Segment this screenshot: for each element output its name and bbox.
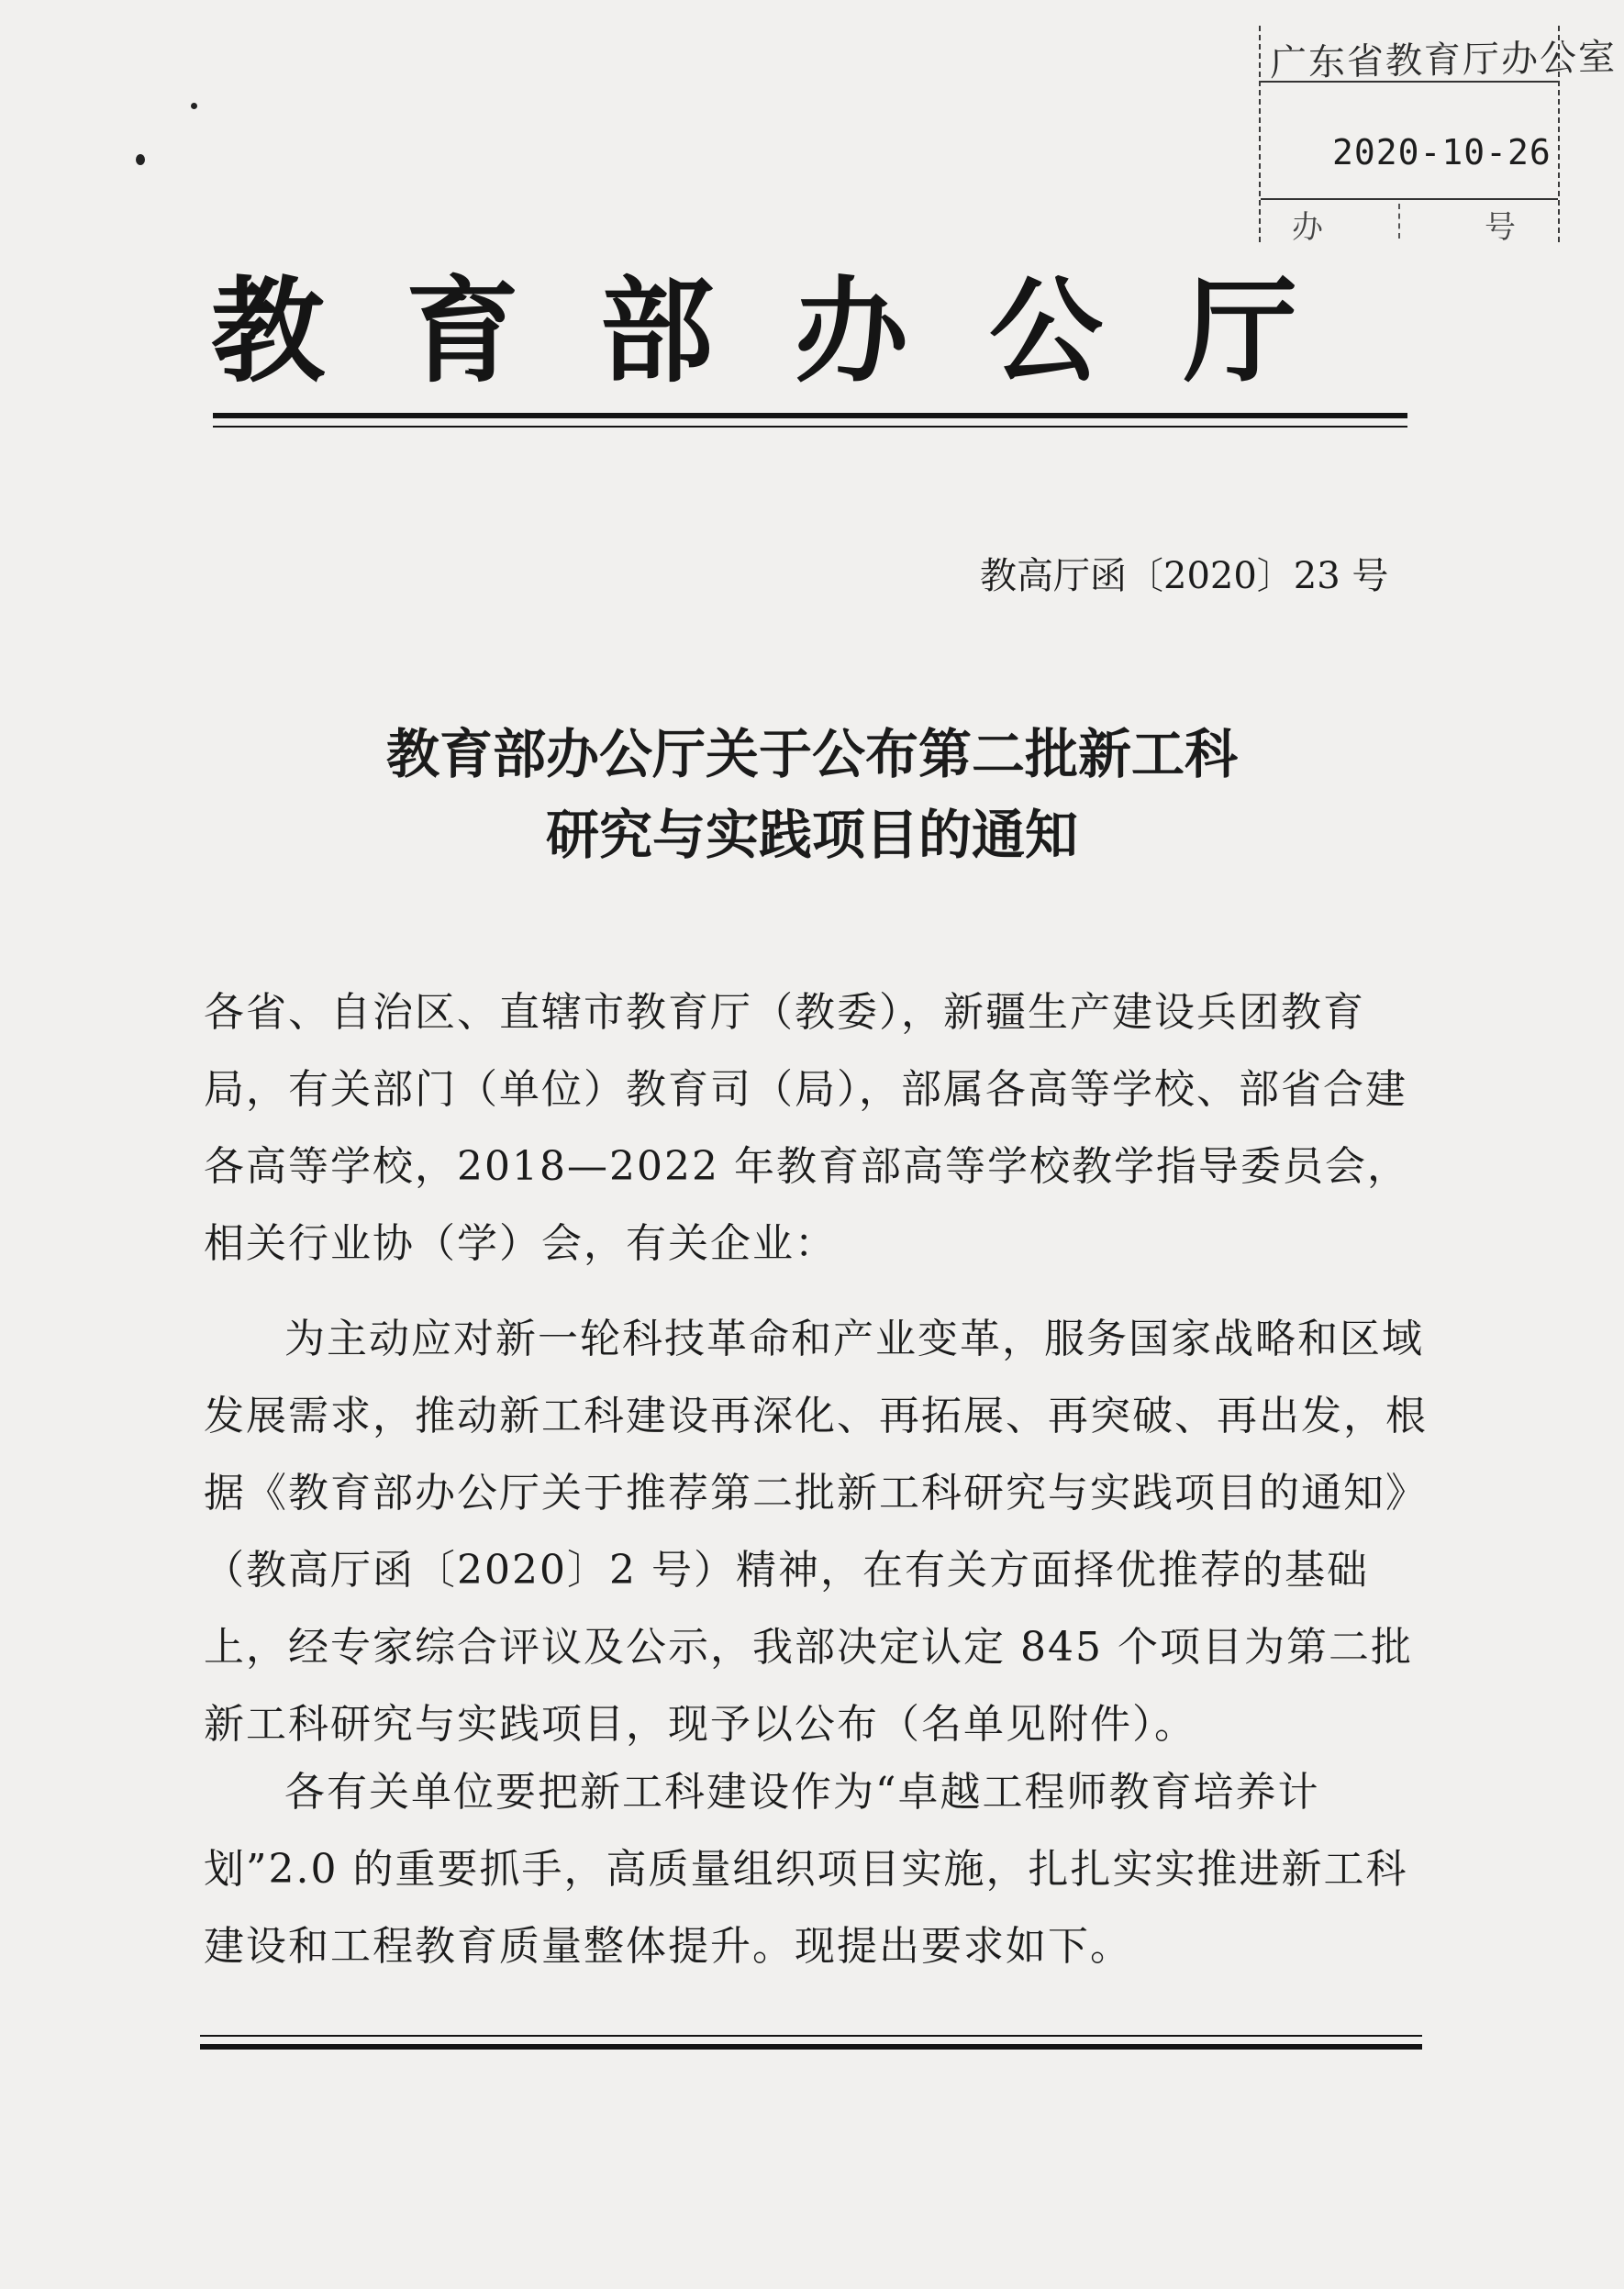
title-line-1: 教育部办公厅关于公布第二批新工科 (385, 723, 1238, 785)
document-number: 教高厅函〔2020〕23 号 (980, 555, 1389, 597)
stamp-hao-label: 号 (1485, 209, 1516, 246)
stamp-ban-label: 办 (1292, 209, 1323, 246)
body-paragraph-2 (204, 1754, 1433, 1985)
stamp-office-row (1261, 26, 1618, 85)
receipt-stamp (1259, 26, 1618, 246)
masthead-rule (213, 413, 1407, 428)
title-line-2: 研究与实践项目的通知 (545, 804, 1078, 866)
addressees (204, 974, 1433, 1283)
stamp-date: 2020-10-26 (1332, 132, 1552, 172)
masthead: 教育部办公厅 (211, 265, 1379, 398)
addressees-text: 各省、自治区、直辖市教育厅（教委），新疆生产建设兵团教育局，有关部门（单位）教育司（局），部属各高等学校、部省合建各高等学校，2018—2022 年教育部高等学校教学指导委员会，相关行业协（学）会，有关企业： (204, 989, 1409, 1267)
scan-speck (136, 154, 145, 165)
body-paragraph-1 (204, 1301, 1433, 1763)
paragraph-text: 为主动应对新一轮科技革命和产业变革，服务国家战略和区域发展需求，推动新工科建设再深化、再拓展、再突破、再出发，根据《教育部办公厅关于推荐第二批新工科研究与实践项目的通知》（教高厅函〔2020〕2 号）精神，在有关方面择优推荐的基础上，经专家综合评议及公示，我部决定认定 845 个项目为第二批新工科研究与实践项目，现予以公布（名单见附件）。 (204, 1316, 1428, 1748)
stamp-number-row (1261, 200, 1558, 246)
stamp-date-row (1261, 83, 1558, 200)
stamp-office-name: 广东省教育厅办公室 (1269, 36, 1618, 85)
scan-speck (191, 103, 197, 109)
footer-rule (200, 2035, 1422, 2050)
paragraph-text: 各有关单位要把新工科建设作为“卓越工程师教育培养计划”2.0 的重要抓手，高质量组织项目实施，扎扎实实推进新工科建设和工程教育质量整体提升。现提出要求如下。 (204, 1769, 1408, 1970)
stamp-divider (1398, 204, 1400, 239)
